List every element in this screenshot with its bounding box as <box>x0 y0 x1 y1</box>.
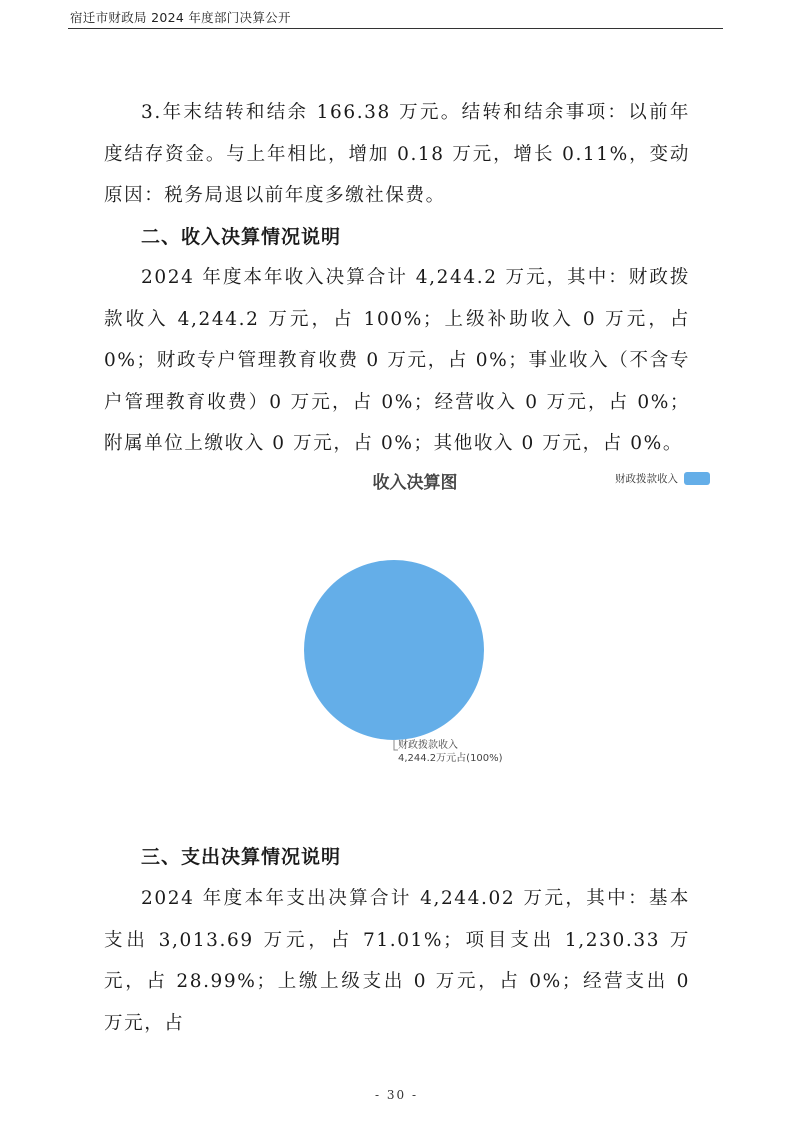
chart-title: 收入决算图 <box>372 473 458 493</box>
header-title: 宿迁市财政局 2024 年度部门决算公开 <box>70 10 291 25</box>
slice-label-detail: 4,244.2万元占(100%) <box>398 753 503 764</box>
paragraph-income: 2024 年度本年收入决算合计 4,244.2 万元，其中：财政拨款收入 4,244.2 万元，占 100%；上级补助收入 0 万元，占 0%；财政专户管理教育收费 0 万元，占 0%；事业收入（不含专户管理教育收费）0 万元，占 0%；经营收入 0 万元，占 0%；附属单位上缴收入 0 万元，占 0%；其他收入 0 万元，占 0%。 <box>104 267 690 454</box>
section-heading-expenditure: 三、支出决算情况说明 <box>141 846 342 868</box>
paragraph-expenditure: 2024 年度本年支出决算合计 4,244.02 万元，其中：基本支出 3,013.69 万元，占 71.01%；项目支出 1,230.33 万元，占 28.99%；上缴上级支出 0 万元，占 0%；经营支出 0 万元，占 <box>104 888 690 1034</box>
legend-label: 财政拨款收入 <box>615 473 678 485</box>
slice-label <box>398 739 503 765</box>
income-pie-chart <box>290 460 730 790</box>
page-number: - 30 - <box>374 1088 418 1102</box>
pie-slice <box>304 560 484 740</box>
section-heading-income: 二、收入决算情况说明 <box>141 226 342 248</box>
slice-label-name: 财政拨款收入 <box>398 740 458 751</box>
paragraph-carryover: 3.年末结转和结余 166.38 万元。结转和结余事项：以前年度结存资金。与上年相比，增加 0.18 万元，增长 0.11%，变动原因：税务局退以前年度多缴社保费。 <box>104 102 690 206</box>
pie-canvas <box>290 460 730 790</box>
header-divider <box>68 28 723 29</box>
